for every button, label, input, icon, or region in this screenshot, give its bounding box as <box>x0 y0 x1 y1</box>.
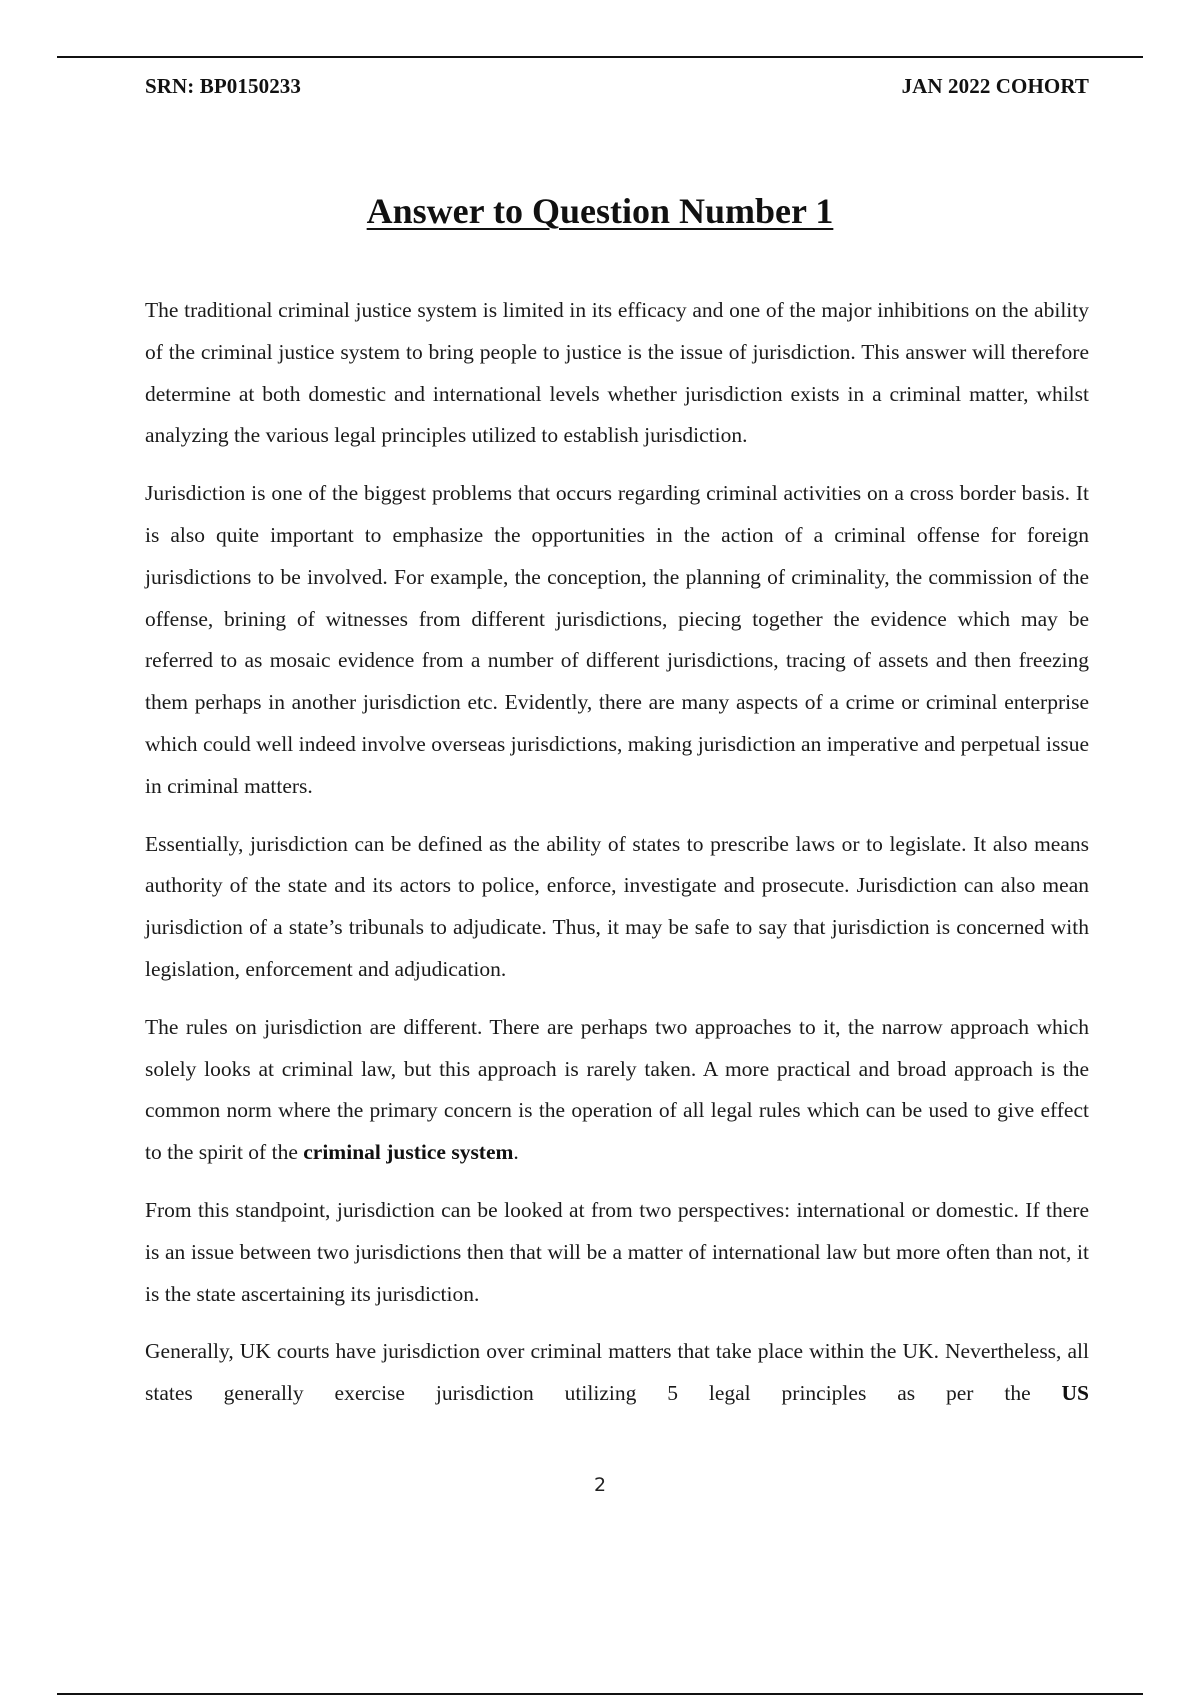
page-header <box>145 74 1089 99</box>
page-title: Answer to Question Number 1 <box>366 191 834 231</box>
paragraph-4-end: . <box>513 1140 519 1165</box>
paragraph-4-text: The rules on jurisdiction are different. There are perhaps two approaches to it, the narrow approach which solely looks at criminal law, but this approach is rarely taken. A more practical and broad approach is the common norm where the primary concern is the operation of all legal rules which can be used to give effect to the spirit of the <box>145 1014 1089 1165</box>
paragraph-6-bold-term: US <box>1061 1381 1089 1406</box>
paragraph-2: Jurisdiction is one of the biggest problems that occurs regarding criminal activities on a cross border basis. It is also quite important to emphasize the opportunities in the action of a criminal offense for foreign jurisdictions to be involved. For example, the conception, the planning of criminality, the commission of the offense, brining of witnesses from different jurisdictions, piecing together the evidence which may be referred to as mosaic evidence from a number of different jurisdictions, tracing of assets and then freezing them perhaps in another jurisdiction etc. Evidently, there are many aspects of a crime or criminal enterprise which could well indeed involve overseas jurisdictions, making jurisdiction an imperative and perpetual issue in criminal matters. <box>145 481 1089 798</box>
paragraph-4-bold-term: criminal justice system <box>303 1140 514 1165</box>
paragraph-6 <box>145 1331 1089 1415</box>
cohort-label: JAN 2022 COHORT <box>901 74 1089 98</box>
page-title-wrapper <box>0 190 1200 232</box>
paragraph-3: Essentially, jurisdiction can be defined as the ability of states to prescribe laws or to legislate. It also means authority of the state and its actors to police, enforce, investigate and prosecute. Jurisdiction can also mean jurisdiction of a state’s tribunals to adjudicate. Thus, it may be safe to say that jurisdiction is concerned with legislation, enforcement and adjudication. <box>145 831 1089 981</box>
paragraph-6-text: Generally, UK courts have jurisdiction over criminal matters that take place within the UK. Nevertheless, all states generally exercise jurisdiction utilizing 5 legal principles as per the <box>145 1339 1089 1406</box>
paragraph-5: From this standpoint, jurisdiction can be looked at from two perspectives: international or domestic. If there is an issue between two jurisdictions then that will be a matter of international law but more often than not, it is the state ascertaining its jurisdiction. <box>145 1197 1089 1306</box>
paragraph-4 <box>145 1007 1089 1174</box>
document-body <box>145 290 1089 1431</box>
top-rule <box>57 56 1143 58</box>
bottom-rule <box>57 1693 1143 1695</box>
paragraph-1: The traditional criminal justice system is limited in its efficacy and one of the major inhibitions on the ability of the criminal justice system to bring people to justice is the issue of jurisdiction. This answer will therefore determine at both domestic and international levels whether jurisdiction exists in a criminal matter, whilst analyzing the various legal principles utilized to establish jurisdiction. <box>145 298 1089 448</box>
srn-label: SRN: BP0150233 <box>145 74 301 98</box>
page-number: 2 <box>593 1474 607 1496</box>
